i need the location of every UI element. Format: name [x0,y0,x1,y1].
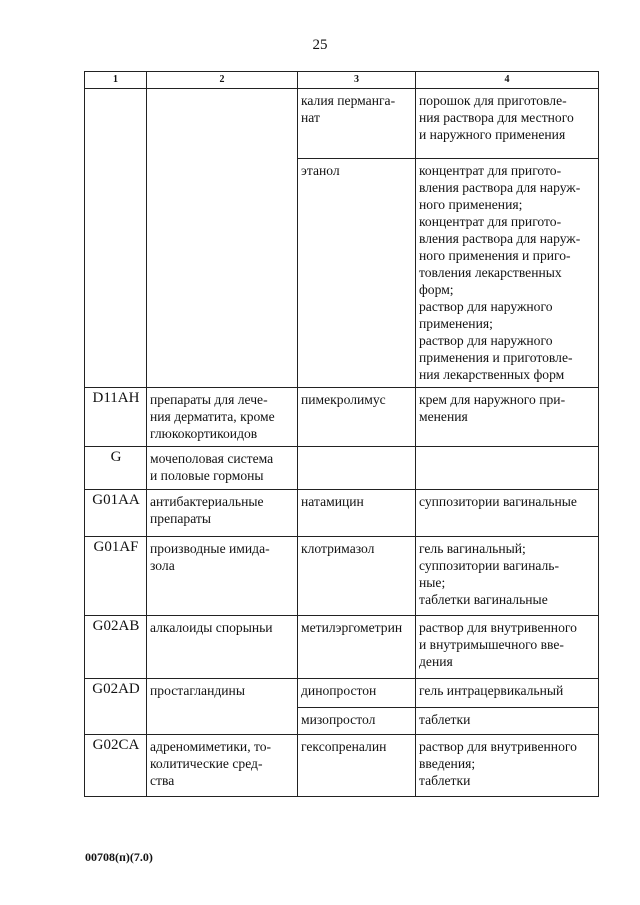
table-row [85,679,599,708]
drug-table [84,71,599,797]
group-cell: производные имида- зола [147,537,298,616]
atc-code-cell [85,708,147,735]
page-number: 25 [312,37,328,53]
substance-cell: динопростон [298,679,416,708]
atc-code-cell: D11AH [85,388,147,447]
substance-cell: мизопростол [298,708,416,735]
atc-code-cell: G02AD [85,679,147,708]
dosage-form-cell: концентрат для пригото- вления раствора для наруж- ного применения; концентрат для пригото- вления раствора для наруж- ного применения и приго- товления лекарственных форм; раствор для наружного применения; раствор для наружного применения и приготовле- ния лекарственных форм [416,159,599,388]
document-footer-code: 00708(п)(7.0) [85,850,153,864]
table-row [85,616,599,679]
group-cell [147,708,298,735]
table-row [85,708,599,735]
dosage-form-cell: суппозитории вагинальные [416,490,599,537]
substance-cell: гексопреналин [298,735,416,797]
atc-code-cell: G [85,447,147,490]
substance-cell: клотримазол [298,537,416,616]
table-row [85,159,599,388]
table-row [85,537,599,616]
substance-cell: этанол [298,159,416,388]
table-row [85,735,599,797]
substance-cell [298,447,416,490]
atc-code-cell: G01AA [85,490,147,537]
group-cell: простагландины [147,679,298,708]
group-cell: препараты для лече- ния дерматита, кроме глюкокортикоидов [147,388,298,447]
table-header-row [85,72,599,89]
group-cell [147,159,298,388]
column-header-2: 2 [147,72,298,89]
column-header-4: 4 [416,72,599,89]
atc-code-cell: G02CA [85,735,147,797]
column-header-1: 1 [85,72,147,89]
group-cell: мочеполовая система и половые гормоны [147,447,298,490]
dosage-form-cell: гель интрацервикальный [416,679,599,708]
column-header-3: 3 [298,72,416,89]
dosage-form-cell: раствор для внутривенного и внутримышечного вве- дения [416,616,599,679]
atc-code-cell [85,89,147,159]
atc-code-cell: G02AB [85,616,147,679]
table-row [85,490,599,537]
substance-cell: натамицин [298,490,416,537]
dosage-form-cell: порошок для приготовле- ния раствора для местного и наружного применения [416,89,599,159]
group-cell [147,89,298,159]
dosage-form-cell: таблетки [416,708,599,735]
atc-code-cell [85,159,147,388]
table-row [85,447,599,490]
group-cell: антибактериальные препараты [147,490,298,537]
dosage-form-cell: крем для наружного при- менения [416,388,599,447]
substance-cell: калия перманга- нат [298,89,416,159]
dosage-form-cell: раствор для внутривенного введения; таблетки [416,735,599,797]
atc-code-cell: G01AF [85,537,147,616]
dosage-form-cell [416,447,599,490]
dosage-form-cell: гель вагинальный; суппозитории вагиналь- ные; таблетки вагинальные [416,537,599,616]
group-cell: алкалоиды спорыньи [147,616,298,679]
table-row [85,388,599,447]
table-row [85,89,599,159]
group-cell: адреномиметики, то- колитические сред- ства [147,735,298,797]
substance-cell: пимекролимус [298,388,416,447]
substance-cell: метилэргометрин [298,616,416,679]
